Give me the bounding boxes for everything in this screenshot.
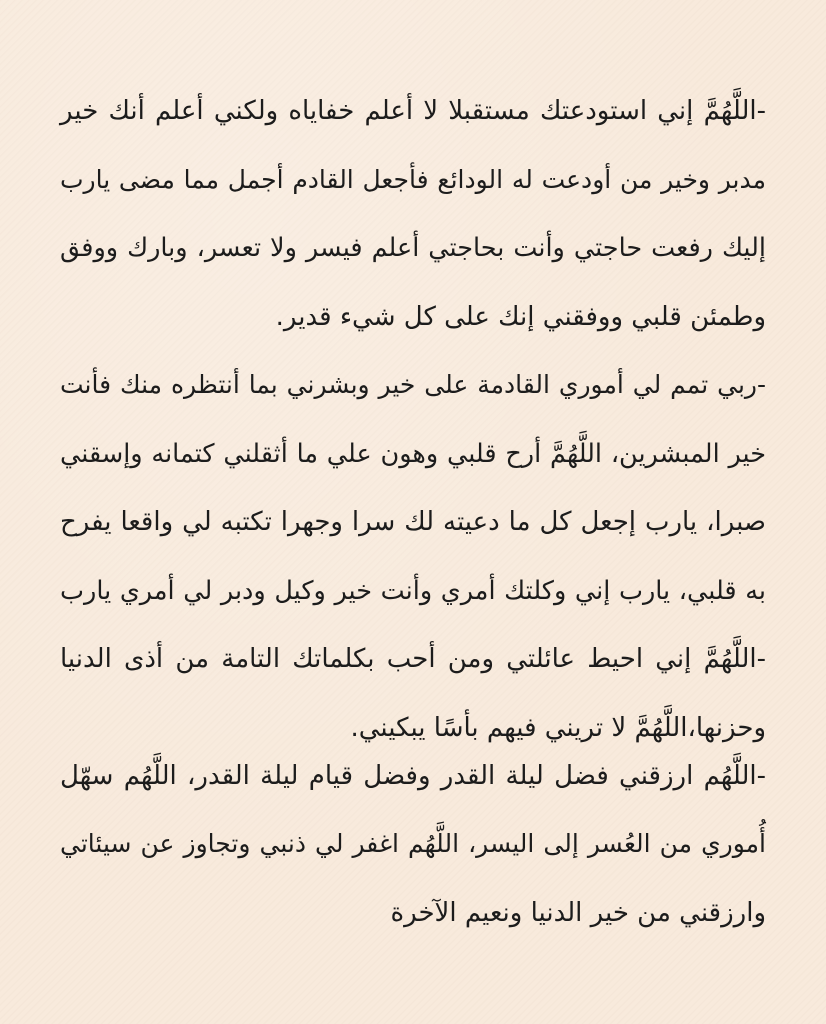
text-line: وطمئن قلبي ووفقني إنك على كل شيء قدير. — [275, 301, 766, 332]
text-line: -اللَّهُمَّ إني احيط عائلتي ومن أحب بكلماتك التامة من أذى الدنيا — [60, 644, 766, 674]
text-line: وحزنها،اللَّهُمَّ لا تريني فيهم بأسًا يبكيني. — [350, 712, 766, 743]
text-line: أُموري من العُسر إلى اليسر، اللَّهُم اغفر لي ذنبي وتجاوز عن سيئاتي — [60, 829, 766, 858]
text-line: به قلبي، يارب إني وكلتك أمري وأنت خير وكيل ودبر لي أمري يارب — [60, 575, 766, 606]
text-line: إليك رفعت حاجتي وأنت بحاجتي أعلم فيسر ولا تعسر، وبارك ووفق — [60, 233, 766, 263]
text-line: -ربي تمم لي أموري القادمة على خير وبشرني بما أنتظره منك فأنت — [60, 370, 766, 399]
text-line: خير المبشرين، اللَّهُمَّ أرح قلبي وهون علي ما أثقلني كتمانه وإسقني — [60, 438, 766, 469]
text-line: مدبر وخير من أودعت له الودائع فأجعل القادم أجمل مما مضى يارب — [60, 164, 766, 194]
text-line: وارزقني من خير الدنيا ونعيم الآخرة — [390, 897, 766, 928]
text-line: -اللَّهُمَّ إني استودعتك مستقبلا لا أعلم خفاياه ولكني أعلم أنك خير — [60, 96, 766, 126]
text-line: صبرا، يارب إجعل كل ما دعيته لك سرا وجهرا تكتبه لي واقعا يفرح — [60, 507, 766, 537]
prayer-text-block — [60, 85, 766, 955]
text-line: -اللَّهُم ارزقني فضل ليلة القدر وفضل قيام ليلة القدر، اللَّهُم سهّل — [60, 760, 766, 791]
